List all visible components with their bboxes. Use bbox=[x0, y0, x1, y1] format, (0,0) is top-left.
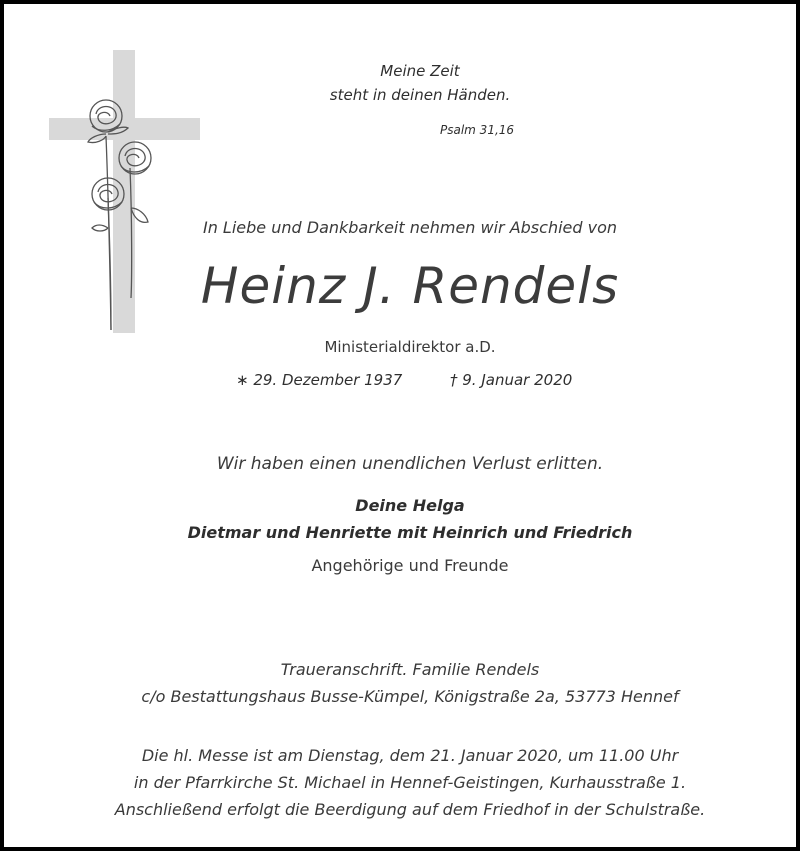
service-line-2: in der Pfarrkirche St. Michael in Hennef-Geistingen, Kurhausstraße 1. bbox=[133, 773, 687, 792]
psalm-source: Psalm 31,16 bbox=[440, 123, 515, 137]
service-line-3: Anschließend erfolgt die Beerdigung auf dem Friedhof in der Schulstraße. bbox=[114, 800, 706, 819]
mourner-spouse: Deine Helga bbox=[355, 496, 465, 515]
deceased-title: Ministerialdirektor a.D. bbox=[324, 338, 496, 356]
mourner-family: Dietmar und Henriette mit Heinrich und Friedrich bbox=[187, 523, 633, 542]
deceased-name: Heinz J. Rendels bbox=[200, 257, 620, 315]
service-line-1: Die hl. Messe ist am Dienstag, dem 21. Januar 2020, um 11.00 Uhr bbox=[141, 746, 679, 765]
address-line-1: Traueranschrift. Familie Rendels bbox=[280, 660, 540, 679]
birth-date: ∗ 29. Dezember 1937 bbox=[236, 371, 403, 389]
psalm-line-2: steht in deinen Händen. bbox=[329, 86, 511, 104]
intro-text: In Liebe und Dankbarkeit nehmen wir Abschied von bbox=[202, 218, 618, 237]
address-line-2: c/o Bestattungshaus Busse-Kümpel, Königstraße 2a, 53773 Hennef bbox=[141, 687, 679, 706]
psalm-line-1: Meine Zeit bbox=[380, 62, 460, 80]
death-date: † 9. Januar 2020 bbox=[450, 371, 573, 389]
mourner-others: Angehörige und Freunde bbox=[311, 556, 509, 575]
loss-text: Wir haben einen unendlichen Verlust erlitten. bbox=[216, 454, 604, 474]
